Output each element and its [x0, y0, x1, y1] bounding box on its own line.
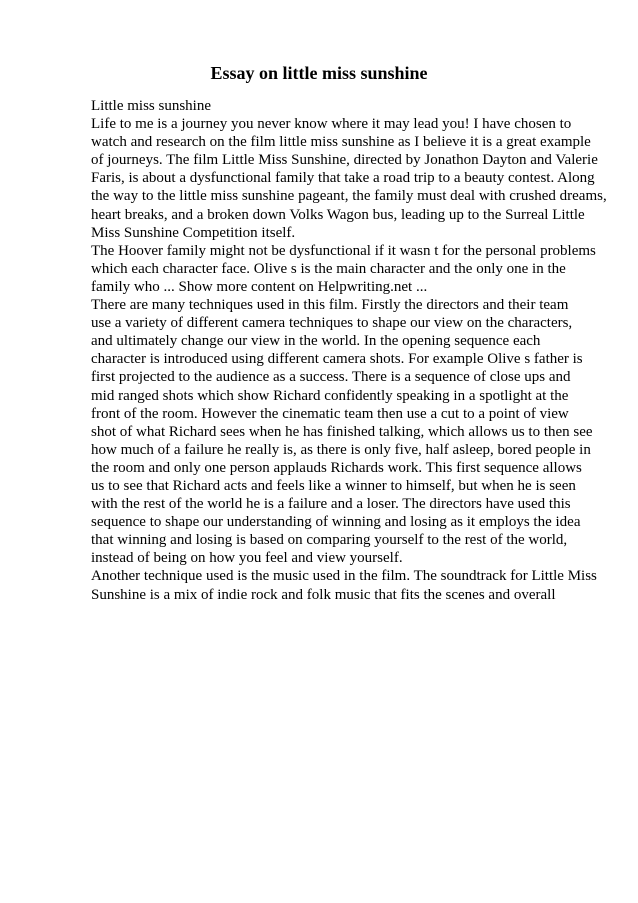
text-line: which each character face. Olive s is the main character and the only one in the: [91, 260, 566, 277]
text-line: first projected to the audience as a success. There is a sequence of close ups and: [91, 369, 571, 386]
essay-body: [91, 97, 611, 604]
text-line: The Hoover family might not be dysfunctional if it wasn t for the personal problems: [91, 242, 596, 259]
text-line: heart breaks, and a broken down Volks Wagon bus, leading up to the Surreal Little: [91, 206, 585, 223]
text-line: watch and research on the film little miss sunshine as I believe it is a great example: [91, 134, 591, 151]
text-line: shot of what Richard sees when he has finished talking, which allows us to then see: [91, 423, 593, 440]
text-line: There are many techniques used in this film. Firstly the directors and their team: [91, 297, 569, 314]
text-line: sequence to shape our understanding of winning and losing as it employs the idea: [91, 514, 581, 531]
text-line: use a variety of different camera techniques to shape our view on the characters,: [91, 315, 573, 332]
text-line: and ultimately change our view in the world. In the opening sequence each: [91, 333, 541, 350]
text-line: Life to me is a journey you never know where it may lead you! I have chosen to: [91, 116, 572, 133]
text-line: with the rest of the world he is a failure and a loser. The directors have used this: [91, 496, 571, 513]
text-line: front of the room. However the cinematic team then use a cut to a point of view: [91, 405, 569, 422]
text-line: Faris, is about a dysfunctional family that take a road trip to a beauty contest. Along: [91, 170, 595, 187]
text-line: that winning and losing is based on comparing yourself to the rest of the world,: [91, 532, 568, 549]
text-line: the way to the little miss sunshine pageant, the family must deal with crushed dreams,: [91, 188, 607, 205]
text-line: the room and only one person applauds Richards work. This first sequence allows: [91, 459, 582, 476]
text-line: Another technique used is the music used in the film. The soundtrack for Little Miss: [91, 568, 597, 585]
text-line: of journeys. The film Little Miss Sunshine, directed by Jonathon Dayton and Valerie: [91, 152, 598, 169]
text-line: Sunshine is a mix of indie rock and folk music that fits the scenes and overall: [91, 586, 556, 603]
text-line: character is introduced using different camera shots. For example Olive s father is: [91, 351, 583, 368]
text-line: instead of being on how you feel and view yourself.: [91, 550, 403, 567]
page-title: Essay on little miss sunshine: [210, 63, 428, 83]
text-line: Little miss sunshine: [91, 98, 211, 114]
text-line: family who ... Show more content on Helpwriting.net ...: [91, 278, 428, 295]
text-line: us to see that Richard acts and feels like a winner to himself, but when he is seen: [91, 477, 576, 494]
text-line: Miss Sunshine Competition itself.: [91, 224, 296, 241]
text-line: how much of a failure he really is, as there is only five, half asleep, bored people in: [91, 441, 591, 458]
text-line: mid ranged shots which show Richard confidently speaking in a spotlight at the: [91, 387, 569, 404]
